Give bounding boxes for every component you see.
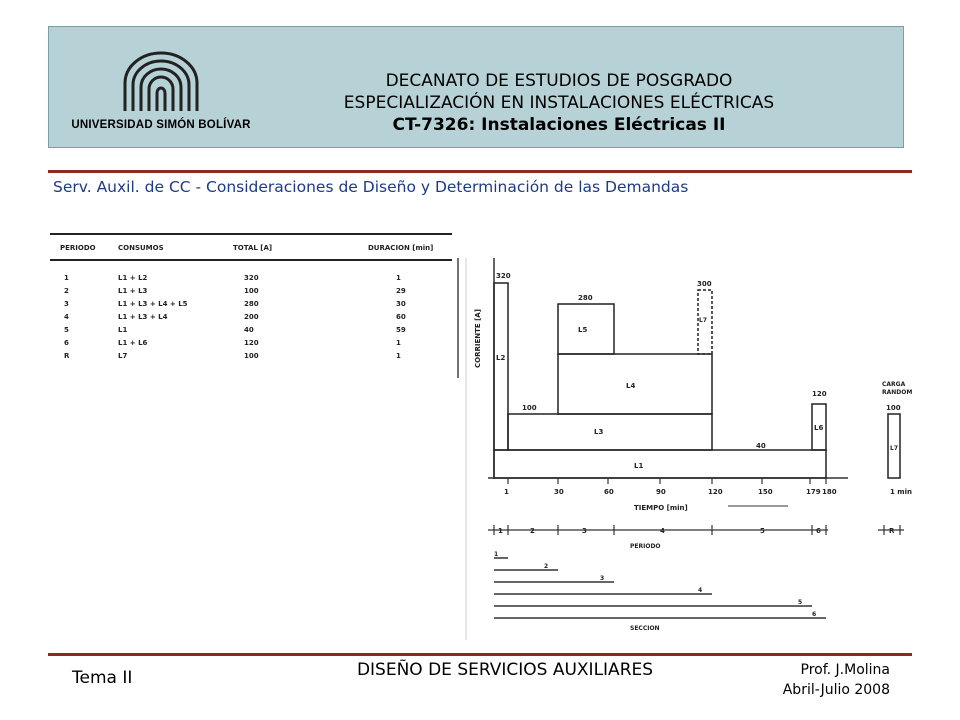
table-cell-periodo: 4 [64, 313, 69, 321]
load-profile-chart [474, 258, 912, 632]
y-axis-label: CORRIENTE [A] [474, 309, 482, 368]
footer-credits [730, 660, 890, 700]
x-tick-label: 179 [806, 488, 821, 496]
table-cell-total: 280 [244, 300, 259, 308]
value-280: 280 [578, 294, 593, 302]
table-cell-duracion: 1 [396, 274, 401, 282]
x-tick-label: 60 [604, 488, 614, 496]
table-cell-total: 120 [244, 339, 259, 347]
table-cell-consumos: L1 + L3 + L4 + L5 [118, 300, 188, 308]
table-cell-duracion: 60 [396, 313, 406, 321]
table-cell-total: 40 [244, 326, 254, 334]
label-l3: L3 [594, 428, 604, 436]
table-cell-consumos: L1 [118, 326, 128, 334]
x-tick-label: 180 [822, 488, 837, 496]
table-cell-total: 200 [244, 313, 259, 321]
random-load-title-2: RANDOM [882, 389, 913, 396]
load-block-l1 [494, 450, 826, 478]
header-line-2: ESPECIALIZACIÓN EN INSTALACIONES ELÉCTRICAS [343, 93, 775, 113]
university-seal-icon [119, 49, 203, 115]
x-tick-label: 90 [656, 488, 666, 496]
section-label: 5 [798, 599, 803, 606]
random-load-label: L7 [890, 445, 898, 452]
table-cell-consumos: L1 + L3 [118, 287, 148, 295]
table-cell-duracion: 30 [396, 300, 406, 308]
slide-subtitle: Serv. Auxil. de CC - Consideraciones de Diseño y Determinación de las Demandas [53, 178, 689, 196]
label-l4: L4 [626, 382, 636, 390]
table-header-periodo: PERIODO [60, 244, 96, 252]
period-label: 5 [760, 527, 765, 535]
period-label: 6 [816, 527, 821, 535]
period-label: 1 [498, 527, 503, 535]
section-lines [494, 551, 826, 618]
x-axis-label: TIEMPO [min] [634, 504, 688, 512]
table-cell-duracion: 1 [396, 339, 401, 347]
section-label: 1 [494, 551, 499, 558]
value-100: 100 [522, 404, 537, 412]
section-label: 3 [600, 575, 605, 582]
section-label: 2 [544, 563, 549, 570]
figure-svg [48, 228, 932, 640]
table-cell-periodo: 5 [64, 326, 69, 334]
table-header-duracion: DURACION [min] [368, 244, 434, 252]
period-label: 3 [582, 527, 587, 535]
footer-tema: Tema II [72, 668, 133, 688]
x-ticks [504, 478, 837, 496]
seccion-label: SECCION [630, 625, 660, 632]
header-banner [48, 26, 904, 148]
table-cell-total: 100 [244, 352, 259, 360]
table-cell-periodo: 1 [64, 274, 69, 282]
table-header-consumos: CONSUMOS [118, 244, 164, 252]
value-300: 300 [697, 280, 712, 288]
top-divider [48, 170, 912, 173]
figure-area [48, 228, 932, 640]
university-name: UNIVERSIDAD SIMÓN BOLÍVAR [71, 119, 251, 131]
table-cell-periodo: 2 [64, 287, 69, 295]
x-tick-label: 30 [554, 488, 564, 496]
demand-table [50, 234, 452, 360]
table-cell-periodo: R [64, 352, 70, 360]
label-l6: L6 [814, 424, 824, 432]
x-tick-label: 120 [708, 488, 723, 496]
footer-term: Abril-Julio 2008 [782, 682, 890, 698]
footer-course: DISEÑO DE SERVICIOS AUXILIARES [356, 660, 654, 680]
value-40: 40 [756, 442, 766, 450]
label-l7: L7 [699, 317, 707, 324]
x-tick-label: 150 [758, 488, 773, 496]
table-cell-total: 100 [244, 287, 259, 295]
table-rows [64, 274, 406, 360]
label-l2: L2 [496, 354, 506, 362]
table-cell-periodo: 6 [64, 339, 69, 347]
course-title: CT-7326: Instalaciones Eléctricas II [392, 115, 726, 135]
university-logo [63, 49, 259, 129]
period-label: 2 [530, 527, 535, 535]
value-320: 320 [496, 272, 511, 280]
x-tick-label: 1 [504, 488, 509, 496]
table-cell-consumos: L1 + L6 [118, 339, 148, 347]
section-label: 4 [698, 587, 703, 594]
table-cell-consumos: L7 [118, 352, 128, 360]
label-l1: L1 [634, 462, 644, 470]
value-120: 120 [812, 390, 827, 398]
header-line-1: DECANATO DE ESTUDIOS DE POSGRADO [385, 71, 733, 91]
table-cell-duracion: 1 [396, 352, 401, 360]
table-header-total: TOTAL [A] [233, 244, 273, 252]
periodo-label: PERIODO [630, 543, 661, 550]
table-cell-duracion: 59 [396, 326, 406, 334]
period-label: 4 [660, 527, 665, 535]
table-cell-consumos: L1 + L3 + L4 [118, 313, 168, 321]
table-cell-duracion: 29 [396, 287, 406, 295]
footer-prof: Prof. J.Molina [800, 662, 890, 678]
table-cell-consumos: L1 + L2 [118, 274, 148, 282]
table-cell-periodo: 3 [64, 300, 69, 308]
bottom-divider [48, 653, 912, 656]
table-cell-total: 320 [244, 274, 259, 282]
random-load-value: 100 [886, 404, 901, 412]
section-label: 6 [812, 611, 817, 618]
load-block-l3 [508, 414, 712, 450]
random-load-duration: 1 min [890, 488, 912, 496]
load-block-l2 [494, 283, 508, 450]
label-l5: L5 [578, 326, 588, 334]
period-label: R [889, 527, 895, 535]
random-load-title-1: CARGA [882, 381, 906, 388]
